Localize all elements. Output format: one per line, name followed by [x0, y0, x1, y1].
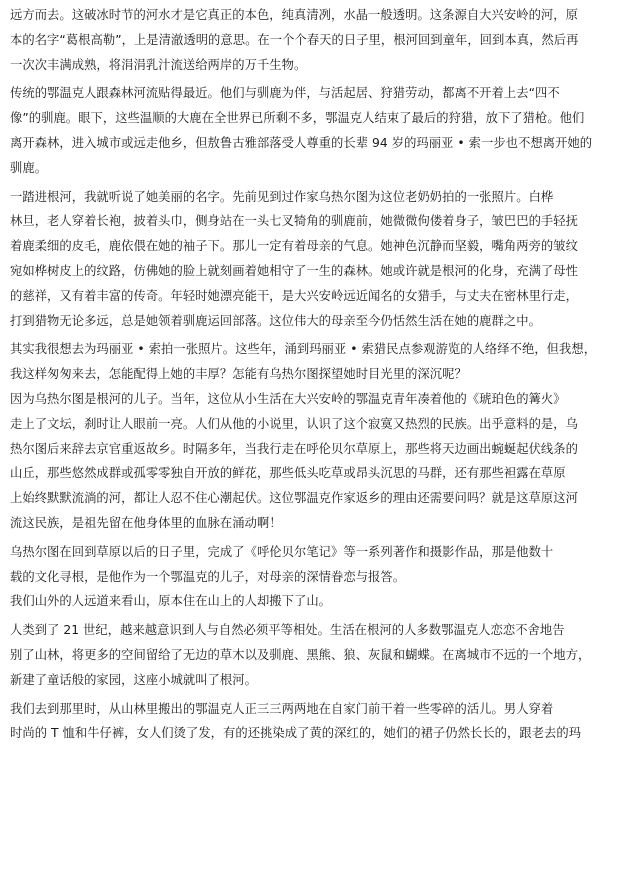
text-line: 我这样匆匆来去，怎能配得上她的丰厚？怎能有乌热尔图探望她时目光里的深沉呢？	[10, 367, 467, 382]
text-line: 一踏进根河，我就听说了她美丽的名字。先前见到过作家乌热尔图为这位老奶奶拍的一张照片。白桦	[10, 189, 554, 204]
paragraph	[10, 3, 631, 77]
text-line: 乌热尔图在回到草原以后的日子里，完成了《呼伦贝尔笔记》等一系列著作和摄影作品，那是他数十	[10, 544, 554, 559]
text-line: 我们去到那里时，从山林里搬出的鄂温克人正三三两两地在自家门前干着一些零碎的活儿。男人穿着	[10, 701, 554, 716]
text-line: 着鹿柔细的皮毛，鹿依偎在她的袖子下。那儿一定有着母亲的气息。她神色沉静而坚毅，嘴角两旁的皱纹	[10, 239, 578, 254]
text-line: 热尔图后来辞去京官重返故乡。时隔多年，当我行走在呼伦贝尔草原上，那些将天边画出蜿蜒起伏线条的	[10, 441, 578, 456]
paragraph	[10, 589, 631, 614]
text-line: 传统的鄂温克人跟森林河流贴得最近。他们与驯鹿为伴，与活起居、狩猎劳动，都离不开着上去“四不	[10, 86, 560, 101]
text-line: 载的文化寻根，是他作为一个鄂温克的儿子，对母亲的深情眷恋与报答。	[10, 569, 406, 584]
paragraph	[10, 387, 631, 536]
text-line: 山丘，那些悠然成群或孤零零独自开放的鲜花，那些低头吃草或昂头沉思的马群，还有那些袒露在草原	[10, 466, 566, 481]
text-line: 驯鹿。	[10, 160, 48, 175]
text-line: 人类到了 21 世纪，越来越意识到人与自然必须平等相处。生活在根河的人多数鄂温克人恋恋不舍地告	[10, 623, 565, 638]
text-line: 我们山外的人远道来看山，原本住在山上的人却搬下了山。	[10, 594, 332, 609]
text-line: 其实我很想去为玛丽亚 • 索拍一张照片。这些年，涌到玛丽亚 • 索猎民点参观游览的人络绎不绝，但我想，	[10, 342, 597, 357]
text-line: 宛如桦树皮上的纹路，仿佛她的脸上就刻画着她相守了一生的森林。她或许就是根河的化身，充满了母性	[10, 263, 578, 278]
text-line: 流这民族，是祖先留在他身体里的血脉在涌动啊！	[10, 515, 282, 530]
text-line: 的慈祥，又有着丰富的传奇。年轻时她漂亮能干，是大兴安岭远近闻名的女猎手，与丈夫在密林里行走，	[10, 288, 578, 303]
paragraph	[10, 81, 631, 180]
paragraph	[10, 618, 631, 692]
paragraph	[10, 185, 631, 334]
text-line: 离开森林，进入城市或远走他乡，但敖鲁古雅部落受人尊重的长辈 94 岁的玛丽亚 • 索一步也不想离开她的	[10, 135, 593, 150]
paragraph	[10, 337, 631, 387]
text-line: 一次次丰满成熟，将涓涓乳汁流送给两岸的万千生物。	[10, 57, 307, 72]
text-line: 因为乌热尔图是根河的儿子。当年，这位从小生活在大兴安岭的鄂温克青年凑着他的《琥珀色的篝火》	[10, 391, 566, 406]
text-line: 像”的驯鹿。眼下，这些温顺的大鹿在全世界已所剩不多，鄂温克人结束了最后的狩猎，放下了猎枪。他们	[10, 111, 585, 126]
text-line: 本的名字“葛根高勒”，上是清澈透明的意思。在一个个春天的日子里，根河回到童年，回到本真，然后再	[10, 32, 579, 47]
text-line: 时尚的 T 恤和牛仔裤，女人们烫了发，有的还挑染成了黄的深红的，她们的裙子仍然长长的，跟老去的玛	[10, 726, 582, 741]
text-line: 上始终默默流淌的河，都让人忍不住心潮起伏。这位鄂温克作家返乡的理由还需要问吗？就是这草原这河	[10, 491, 578, 506]
text-line: 林旦，老人穿着长袍，披着头巾，侧身站在一头七叉犄角的驯鹿前，她微微佝偻着身子，皱巴巴的手轻抚	[10, 214, 578, 229]
text-line: 别了山林，将更多的空间留给了无边的草木以及驯鹿、黑熊、狼、灰鼠和蝴蝶。在离城市不远的一个地方，	[10, 647, 591, 662]
paragraph	[10, 540, 631, 590]
text-line: 走上了文坛，刹时让人眼前一亮。人们从他的小说里，认识了这个寂寞又热烈的民族。出乎意料的是，乌	[10, 416, 578, 431]
text-line: 远方而去。这破冰时节的河水才是它真正的本色，纯真清冽，水晶一般透明。这条源自大兴安岭的河，原	[10, 8, 578, 22]
paragraph	[10, 697, 631, 747]
text-line: 打到猎物无论多远，总是她领着驯鹿运回部落。这位伟大的母亲至今仍恬然生活在她的鹿群之中。	[10, 313, 541, 328]
text-line: 新建了童话般的家园，这座小城就叫了根河。	[10, 672, 257, 687]
